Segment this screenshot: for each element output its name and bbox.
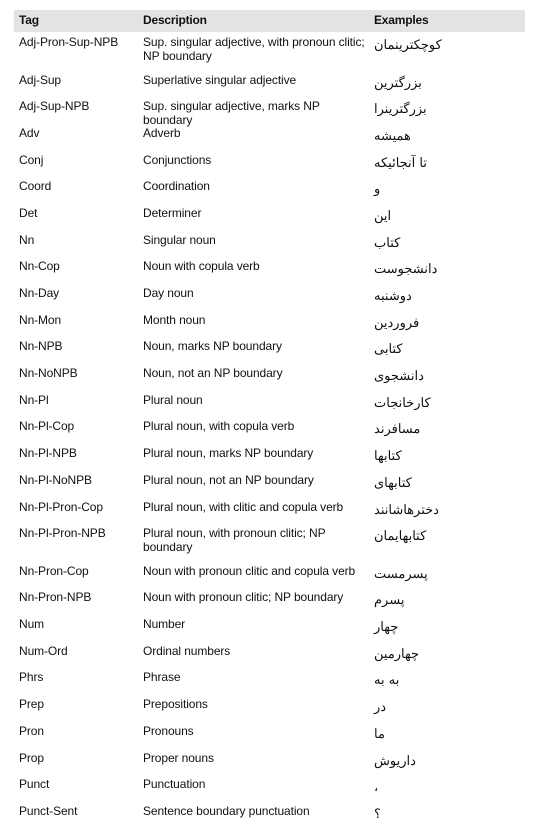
description-cell: Sup. singular adjective, with pronoun clitic; NP boundary [143, 35, 365, 63]
description-cell: Number [143, 617, 186, 632]
table-row [14, 694, 525, 721]
tag-cell: Nn-NoNPB [19, 366, 78, 381]
description-cell: Sentence boundary punctuation [143, 803, 310, 818]
tag-cell: Prep [19, 697, 44, 712]
tag-cell: Nn-NPB [19, 339, 63, 354]
table-row [14, 336, 525, 363]
example-cell: دانشجوی [374, 369, 424, 385]
description-cell: Adverb [143, 125, 181, 140]
description-cell: Plural noun, not an NP boundary [143, 472, 314, 487]
example-cell: چهارمین [374, 646, 420, 662]
table-row [14, 203, 525, 230]
example-cell: کتابهای [374, 475, 412, 491]
tag-cell: Nn [19, 232, 35, 247]
description-cell: Plural noun, with pronoun clitic; NP boundary [143, 526, 326, 555]
table-row [14, 801, 525, 828]
description-cell: Plural noun [143, 392, 203, 407]
tag-cell: Nn-Mon [19, 312, 62, 327]
example-cell: به به [374, 673, 400, 689]
table-row [14, 667, 525, 694]
table-row [14, 176, 525, 203]
tag-cell: Adj-Sup-NPB [19, 99, 90, 114]
example-cell: در [374, 700, 387, 716]
description-cell: Plural noun, marks NP boundary [143, 446, 314, 461]
example-cell: تا آنجائیکه [374, 155, 427, 171]
tag-cell: Nn-Pl-NPB [19, 446, 77, 461]
table-row [14, 32, 525, 70]
description-cell: Plural noun, with copula verb [143, 419, 295, 434]
tag-cell: Num [19, 617, 45, 632]
tag-cell: Punct [19, 777, 50, 792]
example-cell: و [374, 182, 381, 198]
tag-cell: Nn-Pron-Cop [19, 563, 89, 578]
example-cell: همیشه [374, 128, 411, 144]
table-row [14, 96, 525, 128]
example-cell: کوچکترینمان [374, 38, 442, 53]
example-cell: کتابهایمان [374, 529, 427, 545]
tag-cell: Pron [19, 723, 44, 738]
example-cell: فروردین [374, 315, 420, 331]
example-cell: ما [374, 726, 385, 742]
table-row [14, 523, 525, 561]
description-cell: Day noun [143, 286, 194, 300]
description-cell: Proper nouns [143, 750, 214, 765]
tag-cell: Adv [19, 125, 40, 140]
tag-cell: Coord [19, 179, 52, 194]
table-row [14, 256, 525, 283]
header-tag: Tag [19, 13, 39, 27]
description-cell: Month noun [143, 312, 206, 327]
example-cell: ؟ [374, 806, 381, 822]
table-row [14, 614, 525, 641]
example-cell: پسرمست [374, 566, 428, 582]
tag-cell: Nn-Pl-NoNPB [19, 472, 92, 487]
example-cell: چهار [374, 620, 399, 636]
tag-cell: Phrs [19, 670, 44, 685]
table-row [14, 416, 525, 443]
header-description: Description [143, 13, 207, 27]
tag-cell: Nn-Cop [19, 259, 60, 274]
description-cell: Noun with copula verb [143, 259, 260, 274]
description-cell: Phrase [143, 670, 181, 685]
description-cell: Noun with pronoun clitic and copula verb [143, 563, 356, 578]
tag-cell: Det [19, 205, 38, 220]
table-header [14, 10, 525, 32]
table-row [14, 363, 525, 390]
table-row [14, 310, 525, 337]
table-row [14, 70, 525, 97]
tag-cell: Adj-Sup [19, 72, 61, 87]
description-cell: Determiner [143, 205, 202, 220]
description-cell: Noun with pronoun clitic; NP boundary [143, 590, 344, 605]
table-row [14, 123, 525, 150]
tag-cell: Prop [19, 750, 44, 765]
example-cell: داریوش [374, 753, 416, 769]
example-cell: کتابها [374, 449, 402, 465]
table-row [14, 443, 525, 470]
example-cell: پسرم [374, 593, 405, 609]
table-row [14, 721, 525, 748]
description-cell: Pronouns [143, 723, 194, 738]
example-cell: کارخانجات [374, 395, 431, 411]
example-cell: دانشجوست [374, 262, 438, 278]
table-row [14, 774, 525, 801]
description-cell: Sup. singular adjective, marks NP boundary [143, 99, 320, 128]
tag-cell: Adj-Pron-Sup-NPB [19, 35, 119, 49]
table-body [14, 32, 525, 828]
tag-cell: Nn-Day [19, 286, 60, 300]
example-cell: کتابی [374, 342, 403, 358]
tag-cell: Nn-Pl-Pron-NPB [19, 526, 106, 541]
table-row [14, 497, 525, 524]
description-cell: Noun, marks NP boundary [143, 339, 282, 354]
example-cell: این [374, 208, 392, 224]
tag-cell: Num-Ord [19, 643, 68, 658]
example-cell: کتاب [374, 235, 401, 251]
table-row [14, 561, 525, 588]
tag-cell: Nn-Pl-Cop [19, 419, 75, 434]
description-cell: Noun, not an NP boundary [143, 366, 283, 381]
table-row [14, 283, 525, 310]
tagset-table [14, 10, 525, 828]
tag-cell: Conj [19, 152, 44, 167]
table-row [14, 587, 525, 614]
example-cell: بزرگترین [374, 75, 422, 91]
description-cell: Coordination [143, 179, 210, 194]
table-row [14, 150, 525, 177]
table-row [14, 641, 525, 668]
tag-cell: Punct-Sent [19, 803, 78, 818]
tag-cell: Nn-Pl-Pron-Cop [19, 499, 103, 514]
description-cell: Prepositions [143, 697, 208, 712]
description-cell: Plural noun, with clitic and copula verb [143, 499, 344, 514]
tag-cell: Nn-Pron-NPB [19, 590, 92, 605]
example-cell: ، [374, 780, 379, 796]
header-examples: Examples [374, 13, 429, 27]
description-cell: Singular noun [143, 232, 216, 247]
description-cell: Superlative singular adjective [143, 72, 297, 87]
tag-cell: Nn-Pl [19, 392, 49, 407]
table-row [14, 748, 525, 775]
table-row [14, 470, 525, 497]
description-cell: Conjunctions [143, 152, 212, 167]
table-row [14, 230, 525, 257]
example-cell: مسافرند [374, 422, 421, 438]
example-cell: بزرگترینرا [374, 102, 427, 118]
description-cell: Punctuation [143, 777, 206, 792]
example-cell: دخترهاشانند [374, 502, 439, 518]
description-cell: Ordinal numbers [143, 643, 231, 658]
example-cell: دوشنبه [374, 289, 412, 304]
table-row [14, 390, 525, 417]
